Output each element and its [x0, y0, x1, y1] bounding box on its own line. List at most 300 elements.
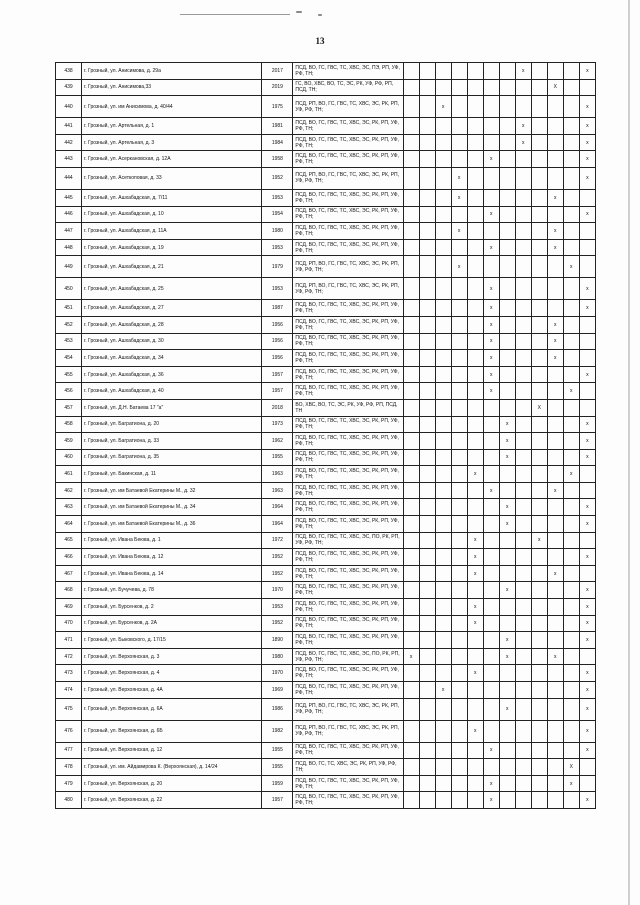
row-mark-cell [403, 549, 419, 566]
row-mark-cell [531, 433, 547, 450]
row-mark-cell [547, 416, 563, 433]
row-address: г. Грозный, ул. Ашхабадская, д. 34 [82, 350, 262, 367]
row-works-list: ПСД, ВО, ГС, ГВС, ТС, ХВС, ЭС, РК, РП, УФ, РФ, ТН; [293, 482, 403, 499]
row-mark-cell [499, 720, 515, 742]
row-mark-cell [563, 720, 579, 742]
row-mark-cell [467, 96, 483, 118]
row-year: 1987 [262, 300, 293, 317]
row-mark-cell [403, 399, 419, 416]
row-mark-cell [403, 742, 419, 759]
row-works-list: ПСД, ВО, ГС, ГВС, ТС, ХВС, ЭС, РК, РП, УФ, РФ, ТН; [293, 151, 403, 168]
row-number: 455 [56, 366, 82, 383]
row-mark-cell [563, 96, 579, 118]
row-works-list: ПСД, РП, ВО, ГС, ГВС, ТС, ХВС, ЭС, РК, РП, УФ, РФ, ТН; [293, 720, 403, 742]
row-mark-cell [435, 316, 451, 333]
table-row [56, 599, 596, 616]
row-works-list: ПСД, ВО, ГС, ГВС, ТС, ХВС, ЭС, РК, РП, УФ, РФ, ТН; [293, 366, 403, 383]
row-mark-cell [515, 449, 531, 466]
row-mark-cell [451, 366, 467, 383]
row-mark-cell [499, 96, 515, 118]
table-row [56, 278, 596, 300]
row-mark-cell [531, 516, 547, 533]
row-mark-cell [547, 206, 563, 223]
table-row [56, 383, 596, 400]
row-number: 448 [56, 239, 82, 256]
row-mark-cell [451, 433, 467, 450]
row-mark-cell: x [579, 416, 595, 433]
row-mark-cell [483, 118, 499, 135]
row-mark-cell [531, 792, 547, 809]
row-mark-cell [515, 316, 531, 333]
row-number: 449 [56, 256, 82, 278]
row-mark-cell [419, 333, 435, 350]
row-year: 1956 [262, 350, 293, 367]
row-mark-cell: x [579, 549, 595, 566]
page-number: 13 [315, 36, 325, 46]
row-mark-cell [499, 615, 515, 632]
row-mark-cell [467, 350, 483, 367]
table-row [56, 682, 596, 699]
row-mark-cell [451, 278, 467, 300]
row-mark-cell [531, 720, 547, 742]
row-number: 475 [56, 698, 82, 720]
row-mark-cell [435, 516, 451, 533]
row-mark-cell [579, 256, 595, 278]
row-mark-cell [499, 118, 515, 135]
row-mark-cell [515, 759, 531, 776]
row-mark-cell: x [451, 189, 467, 206]
row-mark-cell [547, 742, 563, 759]
row-mark-cell: x [483, 775, 499, 792]
row-mark-cell [499, 532, 515, 549]
row-mark-cell [419, 433, 435, 450]
row-mark-cell [531, 632, 547, 649]
row-mark-cell: x [499, 632, 515, 649]
row-number: 439 [56, 79, 82, 96]
row-year: 1969 [262, 682, 293, 699]
table-row [56, 167, 596, 189]
row-mark-cell [451, 682, 467, 699]
row-mark-cell: x [579, 134, 595, 151]
row-mark-cell [451, 151, 467, 168]
row-mark-cell [499, 682, 515, 699]
row-mark-cell [531, 79, 547, 96]
row-mark-cell [467, 223, 483, 240]
row-mark-cell [499, 256, 515, 278]
row-address: г. Грозный, ул. Верхоянская, д. 20 [82, 775, 262, 792]
row-mark-cell [515, 189, 531, 206]
row-mark-cell [547, 682, 563, 699]
row-address: г. Грозный, ул. Верхоянская, д. 4 [82, 665, 262, 682]
row-number: 447 [56, 223, 82, 240]
row-mark-cell [435, 499, 451, 516]
row-mark-cell [403, 599, 419, 616]
row-works-list: ПСД, РП, ВО, ГС, ГВС, ТС, ХВС, ЭС, РК, РП, УФ, РФ, ТН; [293, 698, 403, 720]
row-works-list: ПСД, ВО, ГС, ГВС, ТС, ХВС, ЭС, РК, РП, УФ, РФ, ТН; [293, 350, 403, 367]
row-number: 442 [56, 134, 82, 151]
row-mark-cell [483, 134, 499, 151]
row-mark-cell [451, 350, 467, 367]
row-mark-cell [467, 366, 483, 383]
row-works-list: ПСД, ВО, ГС, ГВС, ТС, ХВС, ЭС, РК, РП, УФ, РФ, ТН; [293, 134, 403, 151]
row-year: 1953 [262, 189, 293, 206]
row-mark-cell [483, 665, 499, 682]
row-mark-cell [467, 151, 483, 168]
row-mark-cell [547, 167, 563, 189]
row-mark-cell [451, 615, 467, 632]
row-mark-cell [531, 96, 547, 118]
row-mark-cell [579, 223, 595, 240]
row-mark-cell [531, 665, 547, 682]
row-works-list: ПСД, ВО, ГС, ГВС, ТС, ХВС, ЭС, РК, РП, УФ, РФ, ТН; [293, 433, 403, 450]
row-mark-cell [403, 792, 419, 809]
row-mark-cell [515, 775, 531, 792]
row-number: 476 [56, 720, 82, 742]
row-mark-cell [467, 775, 483, 792]
row-mark-cell [467, 300, 483, 317]
row-works-list: ПСД, ВО, ГС, ГВС, ТС, ХВС, ЭС, РК, РП, УФ, РФ, ТН; [293, 206, 403, 223]
row-number: 460 [56, 449, 82, 466]
row-mark-cell [483, 582, 499, 599]
row-mark-cell [467, 482, 483, 499]
row-mark-cell [547, 278, 563, 300]
row-mark-cell [515, 433, 531, 450]
row-mark-cell [483, 615, 499, 632]
row-mark-cell [579, 565, 595, 582]
row-mark-cell [499, 366, 515, 383]
row-year: 1956 [262, 316, 293, 333]
row-mark-cell [451, 134, 467, 151]
table-row [56, 532, 596, 549]
row-address: г. Грозный, ул. Ивана Беюва, д. 1 [82, 532, 262, 549]
row-year: 1953 [262, 599, 293, 616]
row-number: 469 [56, 599, 82, 616]
row-mark-cell [563, 79, 579, 96]
row-mark-cell [451, 759, 467, 776]
row-mark-cell: x [563, 466, 579, 483]
row-mark-cell [563, 549, 579, 566]
row-mark-cell [579, 333, 595, 350]
row-number: 445 [56, 189, 82, 206]
row-mark-cell [403, 151, 419, 168]
row-mark-cell: x [451, 223, 467, 240]
row-mark-cell: x [563, 775, 579, 792]
row-mark-cell [419, 350, 435, 367]
table-row [56, 665, 596, 682]
row-mark-cell [563, 665, 579, 682]
row-mark-cell [515, 665, 531, 682]
row-year: 1955 [262, 759, 293, 776]
row-number: 454 [56, 350, 82, 367]
row-mark-cell: x [547, 482, 563, 499]
row-address: г. Грозный, ул. Ашхабадская, д. 19 [82, 239, 262, 256]
housing-registry-table [55, 62, 596, 809]
row-address: г. Грозный, ул. Бурсенков, д. 2 [82, 599, 262, 616]
row-mark-cell [467, 278, 483, 300]
row-mark-cell [435, 582, 451, 599]
row-mark-cell [499, 759, 515, 776]
row-mark-cell [563, 333, 579, 350]
table-row [56, 366, 596, 383]
row-mark-cell: x [547, 223, 563, 240]
row-mark-cell [547, 383, 563, 400]
row-address: г. Грозный, ул. Ашхабадская, д. 10 [82, 206, 262, 223]
row-mark-cell [499, 549, 515, 566]
row-mark-cell [467, 63, 483, 80]
row-works-list: ПСД, РП, ВО, ГС, ГВС, ТС, ХВС, ЭС, РК, РП, УФ, РФ, ТН; [293, 278, 403, 300]
row-mark-cell [515, 532, 531, 549]
row-mark-cell: x [483, 278, 499, 300]
row-mark-cell: x [499, 516, 515, 533]
row-mark-cell: x [467, 549, 483, 566]
row-mark-cell [403, 383, 419, 400]
table-row [56, 63, 596, 80]
row-mark-cell [435, 256, 451, 278]
row-mark-cell: X [563, 759, 579, 776]
row-address: г. Грозный, ул. Верхоянская, д. 4А [82, 682, 262, 699]
row-year: 1964 [262, 516, 293, 533]
row-number: 473 [56, 665, 82, 682]
row-mark-cell [419, 63, 435, 80]
row-mark-cell [547, 96, 563, 118]
row-mark-cell: x [547, 565, 563, 582]
row-mark-cell [499, 665, 515, 682]
row-mark-cell [563, 742, 579, 759]
row-mark-cell [531, 151, 547, 168]
row-mark-cell [435, 416, 451, 433]
row-mark-cell [467, 433, 483, 450]
row-works-list: ПСД, ВО, ГС, ГВС, ТС, ХВС, ЭС, РК, РП, УФ, РФ, ТН; [293, 682, 403, 699]
table-row [56, 565, 596, 582]
row-works-list: ПСД, ВО, ГС, ГВС, ТС, ХВС, ЭС, РК, РП, УФ, РФ, ТН; [293, 599, 403, 616]
row-mark-cell [435, 648, 451, 665]
row-mark-cell: x [579, 742, 595, 759]
row-mark-cell [547, 792, 563, 809]
row-mark-cell [563, 499, 579, 516]
row-mark-cell [467, 499, 483, 516]
row-address: г. Грозный, ул. Асеркановская, д. 12А [82, 151, 262, 168]
row-mark-cell [515, 682, 531, 699]
table-row [56, 151, 596, 168]
row-works-list: ПСД, ВО, ГС, ГВС, ТС, ХВС, ЭС, РК, РП, УФ, РФ, ТН; [293, 499, 403, 516]
row-mark-cell: x [579, 582, 595, 599]
row-address: г. Грозный, ул. Бакинская, д. 11 [82, 466, 262, 483]
row-mark-cell: x [579, 167, 595, 189]
row-mark-cell: x [435, 96, 451, 118]
table-row [56, 759, 596, 776]
row-mark-cell [419, 759, 435, 776]
row-address: г. Грозный, ул. Бурсенков, д. 2А [82, 615, 262, 632]
row-mark-cell [403, 466, 419, 483]
row-mark-cell: x [467, 665, 483, 682]
row-mark-cell [563, 565, 579, 582]
table-row [56, 499, 596, 516]
row-mark-cell [403, 449, 419, 466]
row-mark-cell: x [467, 466, 483, 483]
row-year: 2019 [262, 79, 293, 96]
row-mark-cell [451, 582, 467, 599]
row-mark-cell: x [579, 151, 595, 168]
row-mark-cell: x [483, 742, 499, 759]
row-mark-cell: x [483, 239, 499, 256]
row-mark-cell [483, 532, 499, 549]
row-mark-cell [403, 499, 419, 516]
row-mark-cell [483, 223, 499, 240]
row-mark-cell [435, 366, 451, 383]
row-mark-cell: x [483, 206, 499, 223]
row-mark-cell [499, 599, 515, 616]
row-mark-cell [499, 206, 515, 223]
row-mark-cell [499, 775, 515, 792]
row-works-list: ПСД, ВО, ГС, ГВС, ТС, ХВС, ЭС, РК, РП, УФ, РФ, ТН; [293, 775, 403, 792]
row-mark-cell [547, 599, 563, 616]
row-mark-cell [547, 466, 563, 483]
row-mark-cell [403, 167, 419, 189]
row-mark-cell [563, 118, 579, 135]
row-mark-cell [515, 648, 531, 665]
row-mark-cell: x [579, 516, 595, 533]
row-mark-cell [515, 615, 531, 632]
row-mark-cell [483, 720, 499, 742]
table-row [56, 333, 596, 350]
row-mark-cell [531, 759, 547, 776]
row-mark-cell [419, 256, 435, 278]
row-mark-cell: x [547, 648, 563, 665]
row-mark-cell [435, 759, 451, 776]
row-mark-cell [435, 399, 451, 416]
row-mark-cell: x [579, 300, 595, 317]
scan-artifact-mark [296, 11, 302, 13]
row-mark-cell [451, 206, 467, 223]
row-mark-cell: x [451, 256, 467, 278]
row-mark-cell [563, 433, 579, 450]
row-number: 467 [56, 565, 82, 582]
row-mark-cell: x [483, 366, 499, 383]
row-address: г. Грозный, ул. им Батаевой Екатерины М., д. 36 [82, 516, 262, 533]
row-address: г. Грозный, ул. Ашхабадская, д. 11А [82, 223, 262, 240]
row-mark-cell [403, 256, 419, 278]
row-mark-cell [435, 206, 451, 223]
row-mark-cell [579, 239, 595, 256]
row-mark-cell [483, 682, 499, 699]
row-works-list: ПСД, ВО, ГС, ТС, ХВС, ЭС, РК, РП, УФ, РФ, ТН; [293, 759, 403, 776]
row-year: 1952 [262, 565, 293, 582]
row-works-list: ПСД, ВО, ГС, ГВС, ТС, ХВС, ЭС, РК, РП, УФ, РФ, ТН; [293, 615, 403, 632]
row-mark-cell: x [467, 720, 483, 742]
row-number: 472 [56, 648, 82, 665]
row-works-list: ПСД, ВО, ГС, ГВС, ТС, ХВС, ЭС, ПО, РК, РП, УФ, РФ, ТН; [293, 532, 403, 549]
row-mark-cell [435, 482, 451, 499]
row-mark-cell [563, 449, 579, 466]
row-mark-cell [403, 300, 419, 317]
row-mark-cell: x [435, 682, 451, 699]
row-mark-cell [515, 720, 531, 742]
row-mark-cell [499, 63, 515, 80]
row-mark-cell [531, 698, 547, 720]
table-row [56, 792, 596, 809]
row-mark-cell [451, 792, 467, 809]
row-mark-cell [435, 278, 451, 300]
row-mark-cell [579, 482, 595, 499]
row-mark-cell: x [579, 499, 595, 516]
row-mark-cell [467, 698, 483, 720]
row-address: г. Грозный, ул. Ивана Беюва, д. 12 [82, 549, 262, 566]
row-mark-cell: x [483, 333, 499, 350]
row-mark-cell [515, 366, 531, 383]
row-number: 465 [56, 532, 82, 549]
row-mark-cell [483, 599, 499, 616]
row-mark-cell [515, 632, 531, 649]
row-year: 1963 [262, 482, 293, 499]
row-mark-cell: x [499, 499, 515, 516]
row-mark-cell [563, 416, 579, 433]
table-row [56, 206, 596, 223]
row-mark-cell [531, 300, 547, 317]
row-mark-cell [515, 167, 531, 189]
row-mark-cell [563, 482, 579, 499]
row-address: г. Грозный, ул. Артельная, д. 3 [82, 134, 262, 151]
table-row [56, 775, 596, 792]
row-mark-cell [435, 615, 451, 632]
row-mark-cell [547, 300, 563, 317]
row-year: 2018 [262, 399, 293, 416]
row-works-list: ПСД, ВО, ГС, ГВС, ТС, ХВС, ЭС, РК, РП, УФ, РФ, ТН; [293, 223, 403, 240]
row-mark-cell: x [579, 278, 595, 300]
row-year: 1980 [262, 223, 293, 240]
row-mark-cell [435, 167, 451, 189]
row-works-list: ПСД, ВО, ГС, ГВС, ТС, ХВС, ЭС, РК, РП, УФ, РФ, ТН; [293, 239, 403, 256]
row-mark-cell [499, 300, 515, 317]
row-mark-cell [515, 223, 531, 240]
row-mark-cell: x [467, 565, 483, 582]
row-number: 459 [56, 433, 82, 450]
row-mark-cell: x [499, 449, 515, 466]
row-works-list: ПСД, ВО, ГС, ГВС, ТС, ХВС, ЭС, РК, РП, УФ, РФ, ТН; [293, 383, 403, 400]
row-works-list: ПСД, РП, ВО, ГС, ГВС, ТС, ХВС, ЭС, РК, РП, УФ, РФ, ТН; [293, 96, 403, 118]
row-mark-cell [435, 63, 451, 80]
row-mark-cell [467, 189, 483, 206]
scan-artifact-mark [318, 14, 322, 16]
row-mark-cell [483, 399, 499, 416]
row-mark-cell [579, 383, 595, 400]
row-year: 1953 [262, 278, 293, 300]
row-mark-cell [531, 167, 547, 189]
row-address: г. Грозный, ул. Бучучева, д. 78 [82, 582, 262, 599]
row-mark-cell [531, 206, 547, 223]
row-works-list: ПСД, ВО, ГС, ГВС, ТС, ХВС, ЭС, ПО, РК, РП, УФ, РФ, ТН; [293, 648, 403, 665]
row-mark-cell [531, 466, 547, 483]
row-mark-cell [467, 316, 483, 333]
row-mark-cell [403, 720, 419, 742]
row-mark-cell [499, 239, 515, 256]
row-year: 1979 [262, 256, 293, 278]
row-mark-cell [563, 278, 579, 300]
row-address: г. Грозный, ул. им Батаевой Екатерины М., д. 32 [82, 482, 262, 499]
row-mark-cell [499, 742, 515, 759]
row-mark-cell [499, 79, 515, 96]
row-mark-cell [515, 333, 531, 350]
row-mark-cell: x [467, 532, 483, 549]
row-mark-cell [451, 775, 467, 792]
row-mark-cell [515, 549, 531, 566]
row-mark-cell [547, 720, 563, 742]
row-mark-cell [483, 759, 499, 776]
row-mark-cell [451, 449, 467, 466]
row-mark-cell: x [403, 648, 419, 665]
row-year: 1975 [262, 96, 293, 118]
row-mark-cell [483, 549, 499, 566]
row-mark-cell [531, 599, 547, 616]
